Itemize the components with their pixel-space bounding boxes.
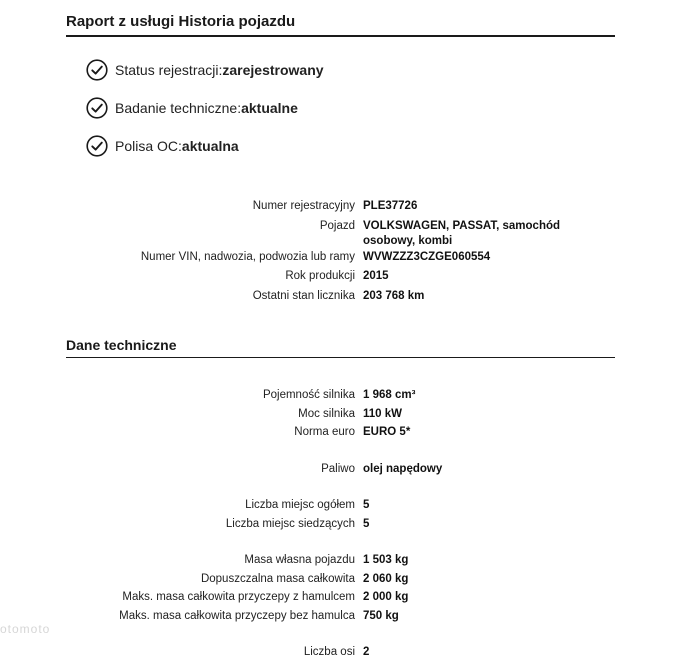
table-row: [66, 517, 613, 536]
field-label: Ostatni stan licznika: [252, 289, 355, 302]
field-value: PLE37726: [363, 200, 418, 212]
table-row: [66, 268, 613, 288]
field-value: 1 968 cm³: [363, 389, 416, 401]
field-value: 2015: [363, 270, 389, 282]
field-label: Rok produkcji: [285, 270, 355, 282]
status-label: Badanie techniczne:: [115, 100, 242, 116]
field-label: Liczba miejsc siedzących: [225, 517, 355, 530]
field-value: 2 060 kg: [363, 572, 409, 585]
field-label: Moc silnika: [298, 407, 355, 420]
check-circle-icon: [86, 59, 108, 81]
field-label: Numer VIN, nadwozia, podwozia lub ramy: [140, 250, 355, 263]
field-value: 2 000 kg: [363, 591, 409, 603]
field-value: WVWZZZ3CZGE060554: [363, 250, 491, 263]
status-item-registration: [86, 51, 615, 89]
spacer-row: [66, 444, 613, 462]
table-row: [66, 462, 613, 481]
table-row: [66, 590, 613, 609]
field-value: 5: [363, 517, 370, 530]
watermark-logo: otomoto: [0, 622, 51, 636]
spacer-row: [66, 480, 613, 498]
table-row: [66, 288, 613, 308]
spacer-row: [66, 627, 613, 645]
table-row: [66, 249, 613, 269]
field-label: Liczba miejsc ogółem: [245, 499, 355, 511]
field-value: 5: [363, 499, 370, 511]
status-item-insurance: [86, 127, 615, 165]
check-circle-icon: [86, 135, 108, 157]
field-label: Maks. masa całkowita przyczepy bez hamulca: [119, 609, 355, 622]
status-list: [86, 51, 615, 165]
field-value: EURO 5*: [363, 426, 411, 438]
check-circle-icon: [86, 97, 108, 119]
table-row: [66, 198, 613, 218]
status-label: Status rejestracji:: [115, 62, 223, 78]
status-item-inspection: [86, 89, 615, 127]
vehicle-info-table: [66, 198, 613, 307]
field-value: 110 kW: [363, 407, 402, 420]
table-row: [66, 388, 613, 407]
field-value: VOLKSWAGEN, PASSAT, samochód osobowy, kombi: [363, 219, 561, 247]
report-page: [66, 0, 615, 664]
tech-data-table: [66, 388, 613, 664]
table-row: [66, 407, 613, 426]
status-value: zarejestrowany: [222, 62, 324, 78]
report-title: Raport z usługi Historia pojazdu: [66, 13, 615, 37]
table-row: [66, 218, 613, 249]
field-label: Paliwo: [321, 462, 355, 475]
tech-section-title: Dane techniczne: [66, 337, 615, 358]
field-label: Numer rejestracyjny: [252, 200, 355, 212]
field-label: Norma euro: [294, 426, 355, 438]
field-value: 750 kg: [363, 609, 399, 622]
field-label: Masa własna pojazdu: [244, 554, 355, 566]
table-row: [66, 645, 613, 664]
field-label: Dopuszczalna masa całkowita: [200, 572, 355, 585]
status-value: aktualne: [241, 100, 298, 116]
table-row: [66, 572, 613, 591]
field-value: olej napędowy: [363, 462, 443, 475]
status-value: aktualna: [181, 138, 239, 154]
field-value: 203 768 km: [363, 289, 425, 302]
field-label: Pojemność silnika: [262, 389, 355, 401]
field-value: 1 503 kg: [363, 554, 409, 566]
table-row: [66, 553, 613, 572]
spacer-row: [66, 535, 613, 553]
table-row: [66, 498, 613, 517]
table-row: [66, 425, 613, 444]
field-label: Liczba osi: [303, 646, 355, 658]
field-label: Pojazd: [319, 219, 355, 232]
field-value: 2: [363, 646, 370, 658]
status-label: Polisa OC:: [115, 138, 182, 154]
table-row: [66, 609, 613, 628]
field-label: Maks. masa całkowita przyczepy z hamulcem: [122, 591, 355, 603]
